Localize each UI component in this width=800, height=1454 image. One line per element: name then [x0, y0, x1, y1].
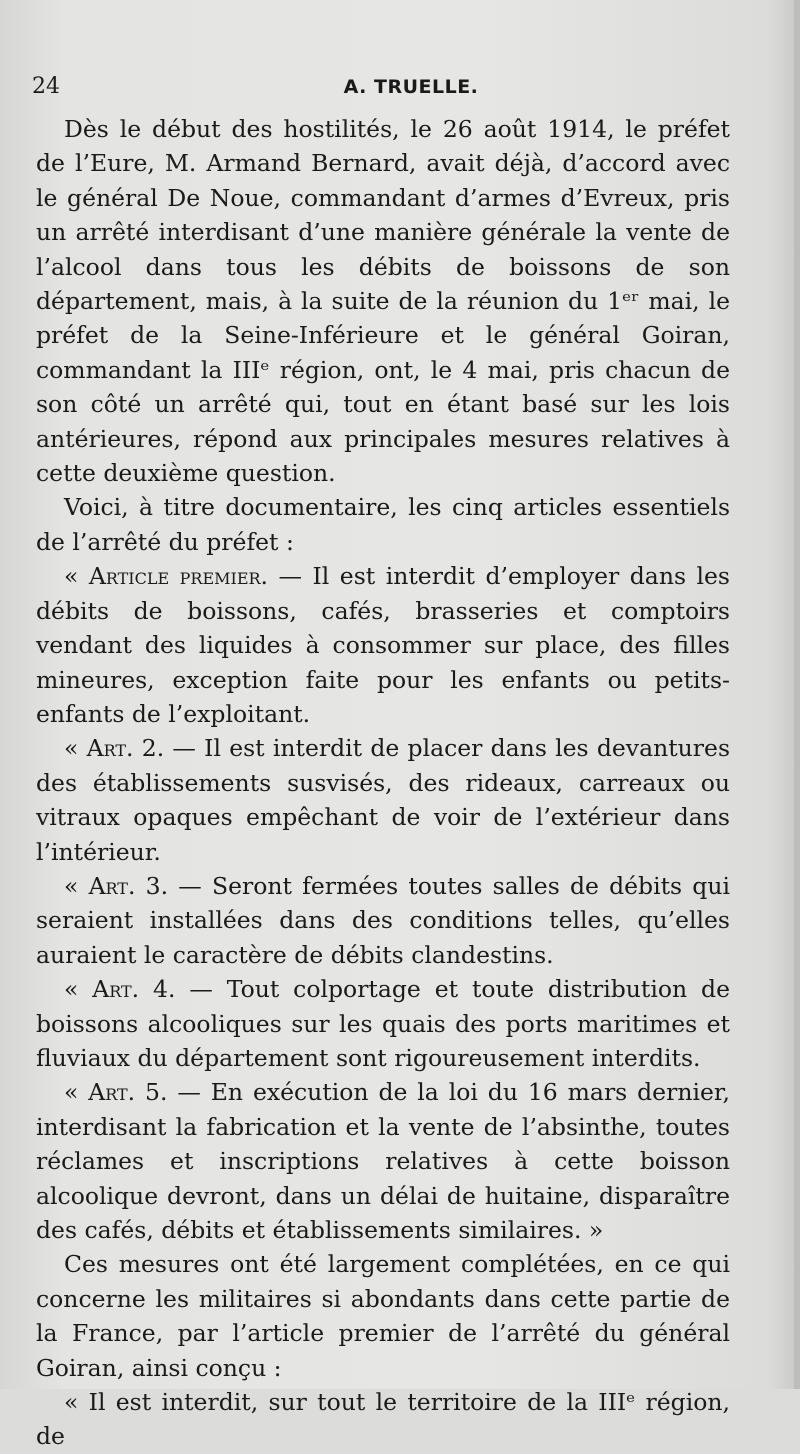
scan-edge-shadow: [794, 0, 800, 1389]
article-lead: « Art. 5. —: [64, 1078, 211, 1107]
paragraph-mesures: Ces mesures ont été largement complétées, en ce qui concerne les militaires si abondants dans cette partie de la France, par l’article premier de l’arrêté du général Goiran, ainsi conçu :: [36, 1250, 730, 1382]
paragraph-intro: Dès le début des hostilités, le 26 août 1914, le préfet de l’Eure, M. Armand Bernard, avait déjà, d’accord avec le général De Noue, commandant d’armes d’Evreux, pris un arrêté interdisant d’une manière générale la vente de l’alcool dans tous les débits de boissons de son département, mais, à la suite de la réunion du 1ᵉʳ mai, le préfet de la Seine-Inférieure et le général Goiran, commandant la IIIᵉ région, ont, le 4 mai, pris chacun de son côté un arrêté qui, tout en étant basé sur les lois antérieures, répond aux principales mesures relatives à cette deuxième question.: [36, 115, 730, 488]
paragraph-voici: Voici, à titre documentaire, les cinq articles essentiels de l’arrêté du préfet :: [36, 493, 730, 556]
page-header: [32, 74, 760, 104]
paragraph-quote-start: « Il est interdit, sur tout le territoire de la IIIᵉ région, de: [36, 1388, 730, 1451]
running-title: A. TRUELLE.: [343, 76, 479, 98]
article-3: « Art. 3. — Seront fermées toutes salles de débits qui seraient installées dans des conditions telles, qu’elles auraient le caractère de débits clandestins.: [36, 871, 731, 969]
article-lead: « Art. 4. —: [64, 975, 227, 1004]
article-2: « Art. 2. — Il est interdit de placer dans les devantures des établissements susvisés, des rideaux, carreaux ou vitraux opaques empêchant de voir de l’extérieur dans l’intérieur.: [36, 734, 730, 866]
article-5: « Art. 5. — En exécution de la loi du 16 mars dernier, interdisant la fabrication et la vente de l’absinthe, toutes réclames et inscriptions relatives à cette boisson alcoolique devront, dans un délai de huitaine, disparaître des cafés, débits et établissements similaires. »: [36, 1078, 730, 1244]
page-number: 24: [32, 74, 60, 99]
page-body: [36, 112, 730, 1454]
article-4: « Art. 4. — Tout colportage et toute distribution de boissons alcooliques sur les quais des ports maritimes et fluviaux du département sont rigoureusement interdits.: [36, 975, 730, 1072]
article-lead: « Article premier. —: [64, 562, 313, 591]
article-lead: « Art. 2. —: [64, 734, 205, 763]
article-premier: « Article premier. — Il est interdit d’employer dans les débits de boissons, cafés, brasseries et comptoirs vendant des liquides à consommer sur place, des filles mineures, exception faite pour les enfants ou petits-enfants de l’exploitant.: [36, 562, 730, 728]
article-lead: « Art. 3. —: [64, 871, 212, 900]
